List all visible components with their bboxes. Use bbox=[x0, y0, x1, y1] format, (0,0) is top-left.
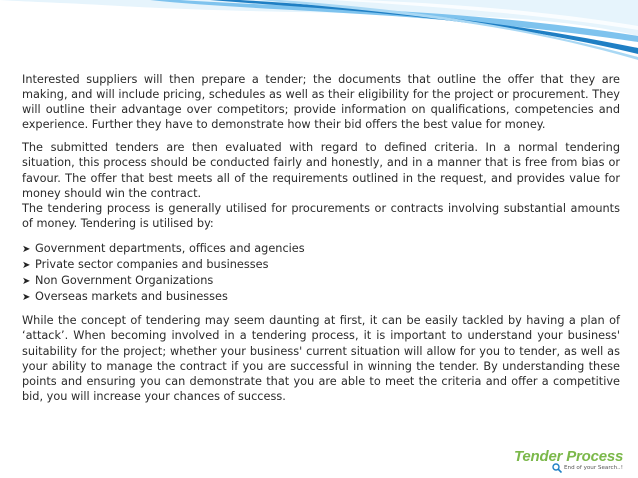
paragraph-evaluation: The submitted tenders are then evaluated with regard to defined criteria. In a normal tendering situation, this process should be conducted fairly and honestly, and in a manner that is free from bias or favour. The offer that best meets all of the requirements outlined in the request, and provides value for money should win the contract. bbox=[22, 141, 620, 200]
list-item: ➤ Overseas markets and businesses bbox=[22, 289, 620, 305]
list-item: ➤ Private sector companies and businesses bbox=[22, 257, 620, 273]
tendering-users-list bbox=[22, 241, 620, 305]
logo-title: Tender Process bbox=[514, 448, 624, 465]
arrow-bullet-icon: ➤ bbox=[22, 243, 31, 255]
paragraph-utilisation: The tendering process is generally utilised for procurements or contracts involving substantial amounts of money. Tendering is utilised by: bbox=[22, 201, 620, 230]
logo-tagline: End of your Search..! bbox=[564, 465, 623, 471]
arrow-bullet-icon: ➤ bbox=[22, 276, 31, 288]
tender-process-logo bbox=[508, 448, 634, 476]
logo-icon bbox=[552, 463, 562, 473]
arrow-bullet-icon: ➤ bbox=[22, 292, 31, 304]
list-item: ➤ Government departments, offices and agencies bbox=[22, 241, 620, 257]
list-item: ➤ Non Government Organizations bbox=[22, 273, 620, 289]
paragraph-conclusion: While the concept of tendering may seem daunting at first, it can be easily tackled by having a plan of ‘attack’. When becoming involved in a tendering process, it is important to understand your business' suitability for the project; whether your business' current situation will allow for you to tender, as well as your ability to manage the contract if you are successful in winning the tender. By understanding these points and ensuring you can demonstrate that you are able to meet the criteria and offer a competitive bid, you will increase your chances of success. bbox=[22, 314, 620, 403]
header-swoosh-decoration bbox=[0, 0, 638, 70]
slide-body bbox=[22, 72, 620, 404]
paragraph-supplier-tender: Interested suppliers will then prepare a tender; the documents that outline the offer that they are making, and will include pricing, schedules as well as their eligibility for the project or procurement. They will outline their advantage over competitors; provide information on qualifications, competencies and experience. Further they have to demonstrate how their bid offers the best value for money. bbox=[22, 73, 620, 132]
arrow-bullet-icon: ➤ bbox=[22, 260, 31, 272]
